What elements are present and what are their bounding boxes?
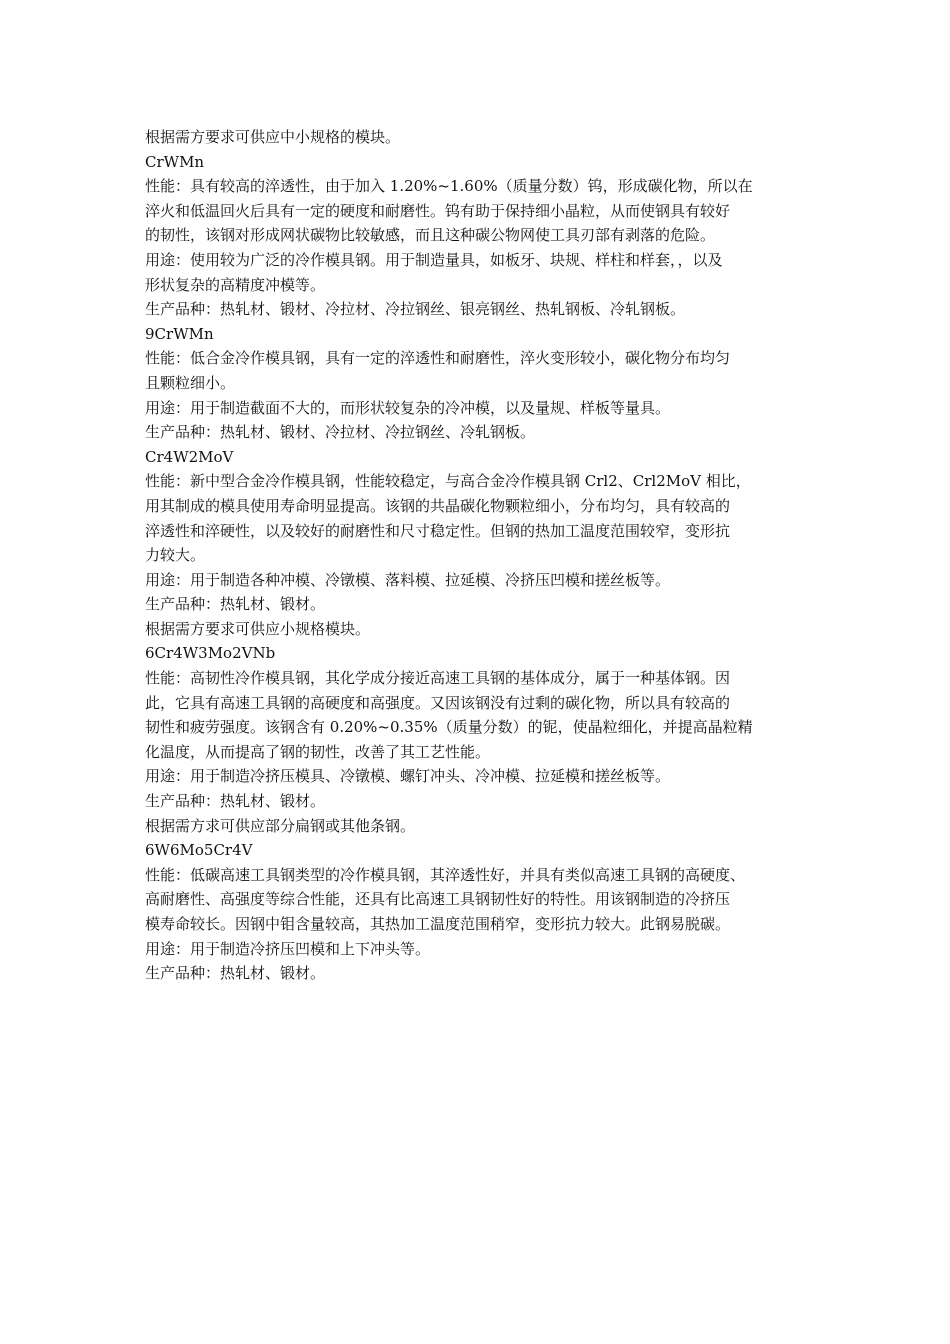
performance-line: 淬透性和淬硬性，以及较好的耐磨性和尺寸稳定性。但钢的热加工温度范围较窄，变形抗 bbox=[145, 521, 731, 540]
products-line: 生产品种：热轧材、锻材、冷拉材、冷拉钢丝、冷轧钢板。 bbox=[145, 423, 536, 442]
performance-line: 性能：高韧性冷作模具钢，其化学成分接近高速工具钢的基体成分，属于一种基体钢。因 bbox=[145, 669, 731, 688]
performance-line: 性能：低碳高速工具钢类型的冷作模具钢，其淬透性好，并具有类似高速工具钢的高硬度、 bbox=[145, 865, 746, 884]
products-line: 生产品种：热轧材、锻材。 bbox=[145, 595, 326, 614]
intro-note: 根据需方要求可供应中小规格的模块。 bbox=[145, 128, 401, 146]
performance-line: 力较大。 bbox=[145, 546, 206, 565]
products-line: 生产品种：热轧材、锻材。 bbox=[145, 792, 326, 811]
usage-line: 用途：用于制造冷挤压凹模和上下冲头等。 bbox=[145, 939, 431, 958]
supply-note: 根据需方求可供应部分扁钢或其他条钢。 bbox=[145, 816, 416, 835]
usage-line: 用途：用于制造各种冲模、冷镦模、落料模、拉延模、冷挤压凹模和搓丝板等。 bbox=[145, 570, 671, 589]
steel-section-cr4w2mov bbox=[145, 445, 815, 642]
usage-line: 用途：用于制造冷挤压模具、冷镦模、螺钉冲头、冷冲模、拉延模和搓丝板等。 bbox=[145, 767, 671, 786]
steel-section-9crwmn bbox=[145, 322, 815, 445]
performance-line: 淬火和低温回火后具有一定的硬度和耐磨性。钨有助于保持细小晶粒，从而使钢具有较好 bbox=[145, 201, 731, 220]
section-title: 6Cr4W3Mo2VNb bbox=[145, 644, 276, 663]
supply-note: 根据需方要求可供应小规格模块。 bbox=[145, 619, 371, 638]
performance-line: 化温度，从而提高了钢的韧性，改善了其工艺性能。 bbox=[145, 742, 491, 761]
performance-line: 韧性和疲劳强度。该钢含有 0.20%~0.35%（质量分数）的铌，使晶粒细化，并提高晶粒精 bbox=[145, 718, 753, 737]
performance-line: 性能：具有较高的淬透性，由于加入 1.20%~1.60%（质量分数）钨，形成碳化物，所以在 bbox=[145, 177, 753, 196]
performance-line: 模寿命较长。因钢中钼含量较高，其热加工温度范围稍窄，变形抗力较大。此钢易脱碳。 bbox=[145, 915, 731, 933]
section-title: 6W6Mo5Cr4V bbox=[145, 841, 253, 860]
section-title: 9CrWMn bbox=[145, 324, 214, 343]
steel-section-6cr4w3mo2vnb bbox=[145, 641, 815, 838]
performance-line: 高耐磨性、高强度等综合性能，还具有比高速工具钢韧性好的特性。用该钢制造的冷挤压 bbox=[145, 890, 731, 909]
performance-line: 的韧性，该钢对形成网状碳物比较敏感，而且这种碳公物网使工具刃部有剥落的危险。 bbox=[145, 226, 716, 245]
performance-line: 性能：新中型合金冷作模具钢，性能较稳定，与高合金冷作模具钢 Crl2、Crl2MoV 相比， bbox=[145, 472, 751, 491]
performance-line: 性能：低合金冷作模具钢，具有一定的淬透性和耐磨性，淬火变形较小，碳化物分布均匀 bbox=[145, 349, 731, 368]
performance-line: 且颗粒细小。 bbox=[145, 373, 236, 392]
steel-section-6w6mo5cr4v bbox=[145, 838, 815, 986]
section-title: CrWMn bbox=[145, 152, 205, 171]
performance-line: 用其制成的模具使用寿命明显提高。该钢的共晶碳化物颗粒细小，分布均匀，具有较高的 bbox=[145, 496, 731, 515]
usage-line: 用途：用于制造截面不大的，而形状较复杂的冷冲模，以及量规、样板等量具。 bbox=[145, 398, 671, 417]
steel-section-crwmn bbox=[145, 150, 815, 322]
document-body bbox=[145, 125, 815, 986]
products-line: 生产品种：热轧材、锻材、冷拉材、冷拉钢丝、银亮钢丝、热轧钢板、冷轧钢板。 bbox=[145, 300, 686, 319]
usage-line: 形状复杂的高精度冲模等。 bbox=[145, 275, 326, 294]
performance-line: 此，它具有高速工具钢的高硬度和高强度。又因该钢没有过剩的碳化物，所以具有较高的 bbox=[145, 693, 731, 712]
usage-line: 用途：使用较为广泛的冷作模具钢。用于制造量具，如板牙、块规、样柱和样套，，以及 bbox=[145, 250, 723, 269]
products-line: 生产品种：热轧材、锻材。 bbox=[145, 964, 326, 983]
section-title: Cr4W2MoV bbox=[145, 447, 234, 466]
